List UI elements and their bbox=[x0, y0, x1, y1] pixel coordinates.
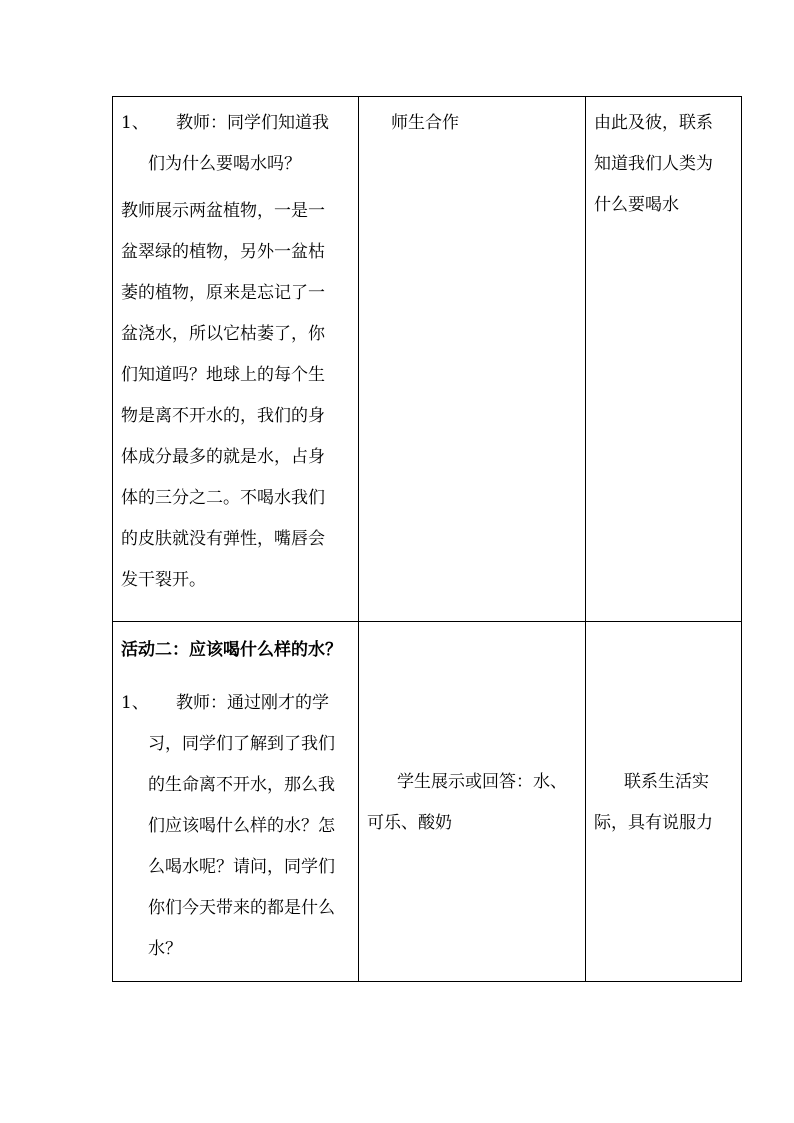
paragraph-line: 盆翠绿的植物，另外一盆枯 bbox=[121, 242, 325, 262]
lesson-plan-table bbox=[112, 96, 742, 982]
item-continuation: 们为什么要喝水吗？ bbox=[148, 154, 301, 174]
student-activity-cell bbox=[359, 97, 586, 622]
activity-title: 活动二：应该喝什么样的水？ bbox=[121, 640, 342, 660]
intent-line: 知道我们人类为 bbox=[594, 154, 713, 174]
student-activity-text: 师生合作 bbox=[391, 113, 459, 133]
paragraph-line: 萎的植物，原来是忘记了一 bbox=[121, 283, 325, 303]
teacher-activity-cell bbox=[113, 622, 359, 982]
continuation-line: 的生命离不开水，那么我 bbox=[148, 775, 335, 795]
item-continuation bbox=[121, 724, 352, 970]
design-intent-text bbox=[586, 622, 741, 844]
table-row bbox=[113, 97, 742, 622]
numbered-item bbox=[121, 683, 352, 724]
paragraph-line: 们知道吗？地球上的每个生 bbox=[121, 365, 325, 385]
intent-line: 际，具有说服力 bbox=[594, 813, 713, 833]
item-number: 1、 bbox=[121, 113, 149, 133]
numbered-item bbox=[121, 103, 352, 144]
design-intent-text bbox=[586, 97, 741, 226]
design-intent-cell bbox=[586, 97, 742, 622]
intent-line: 什么要喝水 bbox=[594, 195, 679, 215]
item-lead-text: 教师：通过刚才的学 bbox=[176, 693, 329, 713]
continuation-line: 你们今天带来的都是什么 bbox=[148, 898, 335, 918]
student-line: 可乐、酸奶 bbox=[367, 813, 452, 833]
continuation-line: 么喝水呢？请问，同学们 bbox=[148, 857, 335, 877]
paragraph-line: 教师展示两盆植物，一是一 bbox=[121, 201, 325, 221]
student-activity-text bbox=[359, 622, 585, 844]
intent-line: 联系生活实 bbox=[624, 772, 709, 792]
item-number: 1、 bbox=[121, 693, 149, 713]
continuation-line: 水？ bbox=[148, 939, 182, 959]
paragraph-line: 物是离不开水的，我们的身 bbox=[121, 406, 325, 426]
paragraph-line: 盆浇水，所以它枯萎了，你 bbox=[121, 324, 325, 344]
continuation-line: 习，同学们了解到了我们 bbox=[148, 734, 335, 754]
teacher-activity-cell bbox=[113, 97, 359, 622]
paragraph-line: 体成分最多的就是水，占身 bbox=[121, 447, 325, 467]
paragraph-line: 的皮肤就没有弹性，嘴唇会 bbox=[121, 529, 325, 549]
table-row bbox=[113, 622, 742, 982]
item-lead-text: 教师：同学们知道我 bbox=[176, 113, 329, 133]
student-line: 学生展示或回答：水、 bbox=[397, 772, 567, 792]
student-activity-cell bbox=[359, 622, 586, 982]
paragraph-line: 体的三分之二。不喝水我们 bbox=[121, 488, 325, 508]
continuation-line: 们应该喝什么样的水？怎 bbox=[148, 816, 335, 836]
paragraph-line: 发干裂开。 bbox=[121, 570, 206, 590]
paragraph-text bbox=[121, 191, 352, 601]
design-intent-cell bbox=[586, 622, 742, 982]
intent-line: 由此及彼，联系 bbox=[594, 113, 713, 133]
